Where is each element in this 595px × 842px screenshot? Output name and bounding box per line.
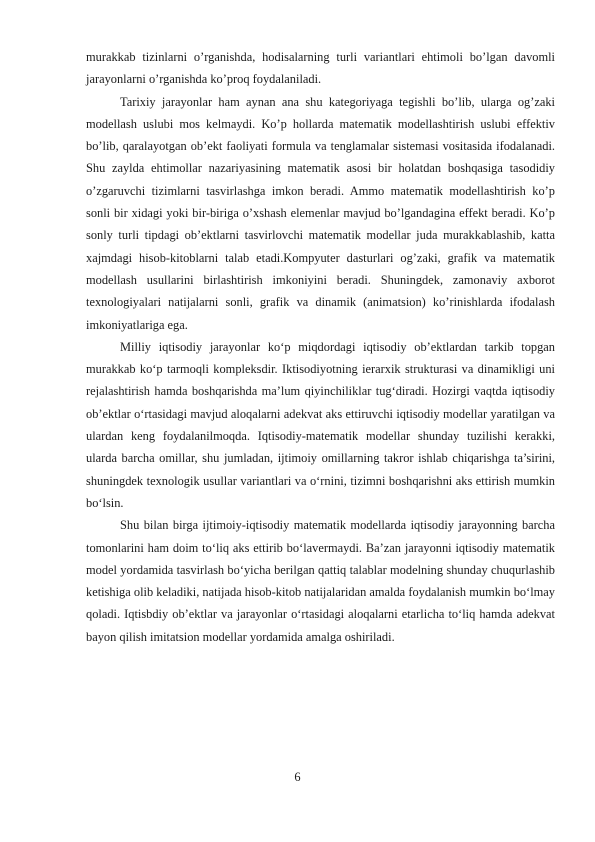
page-number: 6 (294, 770, 301, 784)
paragraph-national-economy: Milliy iqtisodiy jarayonlar ko‘p miqdordagi iqtisodiy ob’ektlardan tarkib topgan murakkab ko‘p tarmoqli kompleksdir. Iktisodiyotning ierarxik strukturasi va dinamikligi uni rejalashtirish hamda boshqarishda ma’lum qiyinchiliklar tug‘diradi. Hozirgi vaqtda iqtisodiy ob’ektlar o‘rtasidagi mavjud aloqalarni adekvat aks ettiruvchi iqtisodiy modellar yaratilgan va ulardan keng foydalanilmoqda. Iqtisodiy-matematik modellar shunday tuzilishi kerakki, ularda barcha omillar, shu jumladan, ijtimoiy omillarning takror ishlab chiqarishga ta’sirini, shuningdek texnologik usullar variantlari va o‘rnini, tizimni boshqarishni aks ettirish mumkin bo‘lsin. (86, 339, 555, 510)
paragraph-continuation: murakkab tizinlarni o’rganishda, hodisalarning turli variantlari ehtimoli bo’lgan davomli jarayonlarni o’rganishda ko’proq foydalaniladi. (86, 50, 555, 87)
document-page (86, 46, 555, 648)
paragraph-socio-economic-models: Shu bilan birga ijtimoiy-iqtisodiy matematik modellarda iqtisodiy jarayonning barcha tomonlarini ham doim to‘liq aks ettirib bo‘lavermaydi. Ba’zan jarayonni iqtisodiy matematik model yordamida tasvirlash bo‘yicha berilgan qattiq talablar modelning shunday chuqurlashib ketishiga olib keladiki, natijada hisob-kitob natijalaridan amalda foydalanish mumkin bo‘lmay qoladi. Iqtisbdiy ob’ektlar va jarayonlar o‘rtasidagi aloqalarni etarlicha to‘liq hamda adekvat bayon qilish imitatsion modellar yordamida amalga oshiriladi. (86, 518, 555, 644)
paragraph-historical-processes: Tarixiy jarayonlar ham aynan ana shu kategoriyaga tegishli bo’lib, ularga og’zaki modellash uslubi mos kelmaydi. Ko’p hollarda matematik modellashtirish uslubi effektiv bo’lib, qaralayotgan ob’ekt faoliyati formula va tenglamalar sistemasi vositasida ifodalanadi. Shu zaylda ehtimollar nazariyasining matematik asosi bir holatdan boshqasiga tasodidiy o’zgaruvchi tizimlarni tasvirlashga imkon beradi. Ammo matematik modellashtirish ko’p sonli bir xidagi yoki bir-biriga o’xshash elemenlar mavjud bo’lgandagina effekt beradi. Ko’p sonly turli tipdagi ob’ektlarni tasvirlovchi matematik modellar juda murakkablashib, katta xajmdagi hisob-kitoblarni talab etadi.Kompyuter dasturlari og’zaki, grafik va matematik modellash usullarini birlashtirish imkoniyini beradi. Shuningdek, zamonaviy axborot texnologiyalari natijalarni sonli, grafik va dinamik (animatsion) ko’rinishlarda ifodalash imkoniyatlariga ega. (86, 94, 555, 332)
